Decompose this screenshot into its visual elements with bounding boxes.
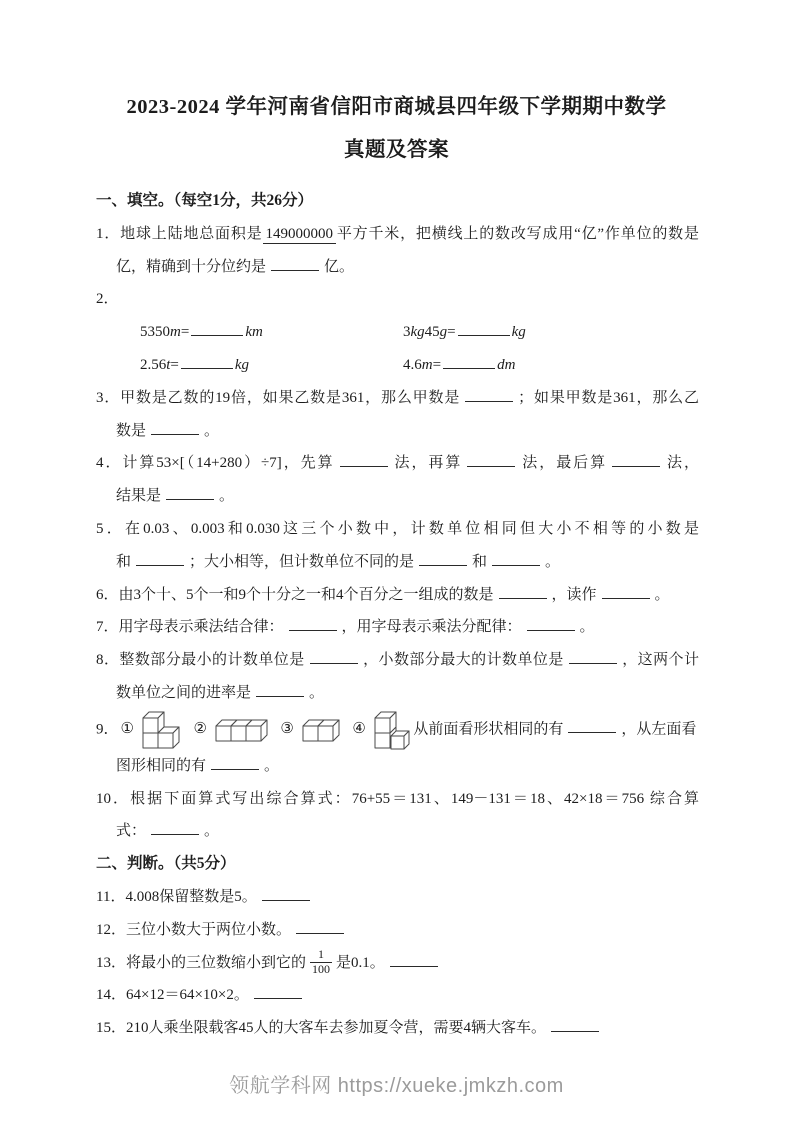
conversion-item <box>403 316 699 349</box>
answer-blank <box>527 616 575 631</box>
answer-blank <box>551 1017 599 1032</box>
answer-blank <box>310 649 358 664</box>
answer-blank <box>289 616 337 631</box>
question-text: ，这两个计 <box>621 652 699 669</box>
question-line <box>96 579 699 612</box>
unit-symbol: t <box>166 356 171 373</box>
answer-blank <box>151 420 199 435</box>
document-title-line1: 2023-2024 学年河南省信阳市商城县四年级下学期期中数学 <box>126 96 667 118</box>
question-line <box>96 218 699 251</box>
section-1-heading: 一、填空。（每空1分，共26分） <box>96 192 314 209</box>
question-2 <box>96 283 699 316</box>
question-text: 。 <box>545 553 561 570</box>
question-text: = <box>170 356 179 373</box>
question-line <box>96 979 699 1012</box>
question-text: 2． <box>96 291 119 308</box>
question-text: 法， <box>665 455 699 472</box>
question-1 <box>96 218 699 284</box>
question-line <box>96 382 699 415</box>
conversion-item <box>403 349 699 382</box>
question-area <box>96 185 699 1045</box>
answer-blank <box>612 452 660 467</box>
question-text: 7．用字母表示乘法结合律： <box>96 619 284 636</box>
answer-blank <box>569 649 617 664</box>
document-title-line2: 真题及答案 <box>344 139 449 161</box>
question-14 <box>96 979 699 1012</box>
question-line <box>96 415 699 448</box>
question-line <box>96 677 699 710</box>
answer-blank <box>340 452 388 467</box>
answer-blank <box>458 321 510 336</box>
unit-symbol: kg <box>234 356 250 373</box>
question-15 <box>96 1012 699 1045</box>
question-line <box>96 947 699 980</box>
question-text: 4.6 <box>403 356 422 373</box>
cube-figure-3 <box>302 718 340 742</box>
answer-blank <box>191 321 243 336</box>
question-text: ，从左面看 <box>621 721 697 738</box>
question-text: 4．计算53×[（14+280）÷7]，先算 <box>96 455 335 472</box>
question-text: 。 <box>309 684 325 701</box>
cube-figure-4 <box>374 710 410 750</box>
cube-figure-1 <box>142 710 181 750</box>
question-text: 45 <box>424 324 440 341</box>
question-text: 11．4.008保留整数是5。 <box>96 888 257 905</box>
answer-blank <box>492 551 540 566</box>
answer-blank <box>271 256 319 271</box>
question-line <box>96 251 699 284</box>
question-text: 。 <box>579 619 595 636</box>
cube-figure-2 <box>215 718 268 742</box>
question-text: 和 <box>116 553 132 570</box>
question-text: 是0.1。 <box>336 954 385 971</box>
question-line <box>96 283 699 316</box>
question-text: ，小数部分最大的计数单位是 <box>362 652 564 669</box>
question-text: 。 <box>204 422 220 439</box>
answer-blank <box>136 551 184 566</box>
answer-blank <box>166 485 214 500</box>
question-line <box>96 1012 699 1045</box>
question-text: 图形相同的有 <box>116 757 207 774</box>
question-text: 8．整数部分最小的计数单位是 <box>96 652 305 669</box>
unit-symbol: km <box>245 324 263 341</box>
fraction-denominator: 100 <box>312 961 331 976</box>
question-text: 6．由3个十、5个一和9个十分之一和4个百分之一组成的数是 <box>96 586 494 603</box>
question-7 <box>96 611 699 644</box>
answer-blank <box>499 584 547 599</box>
question-text: 12．三位小数大于两位小数。 <box>96 921 292 938</box>
question-text: ；大小相等，但计数单位不同的是 <box>189 553 415 570</box>
unit-symbol: kg <box>410 324 425 341</box>
fraction <box>310 948 332 977</box>
figure-number-label: ② <box>193 721 207 738</box>
question-text: = <box>180 324 190 341</box>
unit-symbol: kg <box>511 324 526 341</box>
question-text: 平方千米，把横线上的数改写成用“亿”作单位的数是 <box>336 225 699 242</box>
question-2-conversions <box>96 316 699 382</box>
document-title <box>0 0 793 172</box>
question-line <box>96 447 699 480</box>
question-text: ，读作 <box>551 586 597 603</box>
answer-blank <box>151 820 199 835</box>
answer-blank <box>390 952 438 967</box>
question-line <box>96 815 699 848</box>
question-text: 法，再算 <box>392 455 463 472</box>
answer-blank <box>419 551 467 566</box>
conversion-item <box>140 316 403 349</box>
question-text: 法，最后算 <box>520 455 608 472</box>
underlined-value: 149000000 <box>263 226 337 244</box>
question-3 <box>96 382 699 448</box>
question-8 <box>96 644 699 710</box>
question-line <box>96 611 699 644</box>
question-text: 。 <box>219 488 235 505</box>
question-text: 13．将最小的三位数缩小到它的 <box>96 954 307 971</box>
answer-blank <box>602 584 650 599</box>
answer-blank <box>254 984 302 999</box>
question-text: 3 <box>403 324 411 341</box>
question-11 <box>96 881 699 914</box>
question-text: 9． <box>96 721 119 738</box>
answer-blank <box>467 452 515 467</box>
question-12 <box>96 914 699 947</box>
question-line <box>96 710 699 750</box>
question-text: 3．甲数是乙数的19倍，如果乙数是361，那么甲数是 <box>96 389 461 406</box>
answer-blank <box>256 682 304 697</box>
question-text: ；如果甲数是361，那么乙 <box>518 389 699 406</box>
answer-blank <box>296 919 344 934</box>
question-text: 14．64×12＝64×10×2。 <box>96 987 249 1004</box>
answer-blank <box>181 354 233 369</box>
question-text: 式： <box>116 823 147 840</box>
question-line <box>96 644 699 677</box>
answer-blank <box>262 886 310 901</box>
answer-blank <box>568 718 616 733</box>
question-text: 。 <box>204 823 220 840</box>
question-line <box>96 480 699 513</box>
question-text: 5．在0.03、0.003和0.030这三个小数中，计数单位相同但大小不相等的小数是 <box>96 520 699 537</box>
question-text: 从前面看形状相同的有 <box>413 721 564 738</box>
question-text: 结果是 <box>116 488 162 505</box>
question-text: 5350 <box>140 324 170 341</box>
question-text: 数是 <box>116 422 147 439</box>
question-text: = <box>447 324 456 341</box>
question-text: 。 <box>654 586 670 603</box>
question-text: 亿，精确到十分位约是 <box>116 258 267 275</box>
question-line <box>96 914 699 947</box>
section-2-heading: 二、判断。（共5分） <box>96 855 236 873</box>
answer-blank <box>211 755 259 770</box>
question-line <box>96 750 699 783</box>
question-text: 10．根据下面算式写出综合算式：76+55＝131、149－131＝18、42×18＝756 综合算 <box>96 790 699 807</box>
fraction-numerator: 1 <box>318 946 325 961</box>
question-5 <box>96 513 699 579</box>
question-text: 1．地球上陆地总面积是 <box>96 225 263 242</box>
unit-symbol: g <box>439 324 448 341</box>
question-line <box>96 546 699 579</box>
question-line <box>96 881 699 914</box>
watermark-footer: 领航学科网 https://xueke.jmkzh.com <box>229 1074 564 1097</box>
question-line <box>96 513 699 546</box>
figure-number-label: ③ <box>280 721 294 738</box>
cube-figures <box>119 721 414 737</box>
unit-symbol: dm <box>497 356 516 373</box>
conversion-item <box>140 349 403 382</box>
question-text: = <box>432 356 442 373</box>
question-6 <box>96 579 699 612</box>
question-text: 和 <box>472 553 488 570</box>
question-10 <box>96 783 699 849</box>
question-13 <box>96 947 699 980</box>
question-text: 亿。 <box>324 258 355 275</box>
answer-blank <box>465 387 513 402</box>
question-text: 2.56 <box>140 356 167 373</box>
unit-symbol: m <box>421 356 433 373</box>
question-9 <box>96 710 699 783</box>
question-line <box>96 783 699 816</box>
figure-number-label: ④ <box>352 721 366 738</box>
question-text: 数单位之间的进率是 <box>116 684 252 701</box>
question-4 <box>96 447 699 513</box>
question-text: ，用字母表示乘法分配律： <box>341 619 522 636</box>
figure-number-label: ① <box>120 721 134 738</box>
question-text: 。 <box>264 757 280 774</box>
answer-blank <box>443 354 495 369</box>
question-text: 15．210人乘坐限载客45人的大客车去参加夏令营，需要4辆大客车。 <box>96 1020 547 1037</box>
unit-symbol: m <box>170 324 181 341</box>
